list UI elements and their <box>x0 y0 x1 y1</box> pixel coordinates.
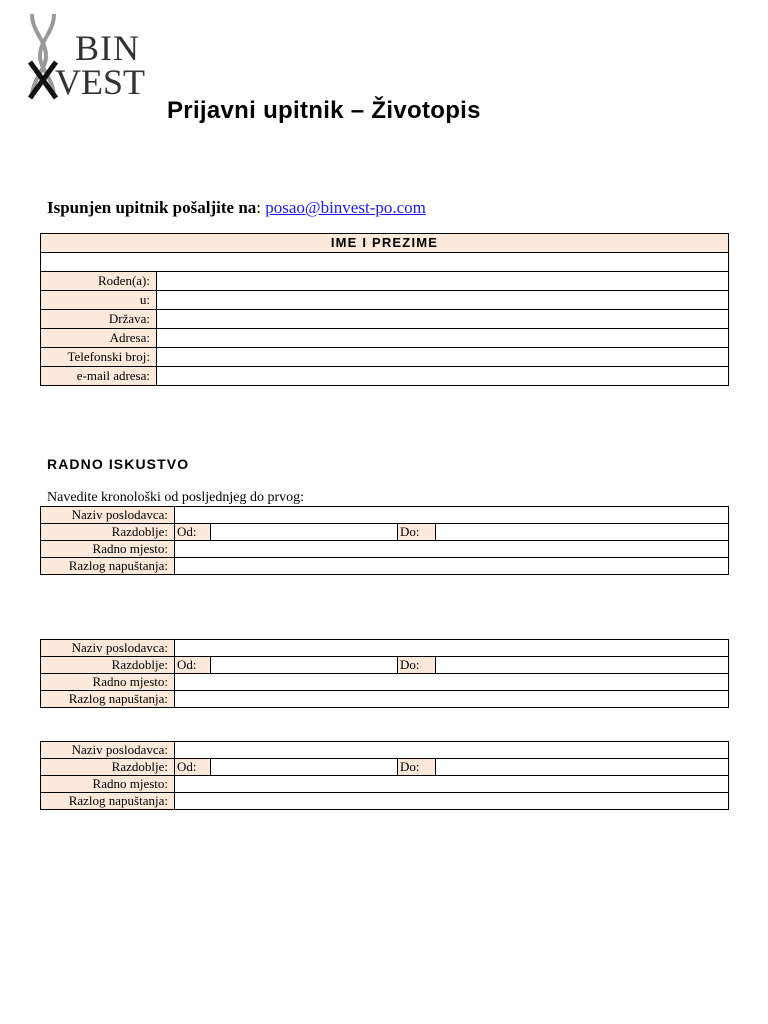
birth-date-field[interactable] <box>157 272 729 291</box>
from-label: Od: <box>175 524 211 541</box>
address-label: Adresa: <box>41 329 157 348</box>
page-title: Prijavni upitnik – Životopis <box>167 97 481 124</box>
reason-label: Razlog napuštanja: <box>41 793 175 810</box>
birth-place-field[interactable] <box>157 291 729 310</box>
to-label: Do: <box>398 524 436 541</box>
birth-place-label: u: <box>41 291 157 310</box>
section-title-experience: RADNO ISKUSTVO <box>47 456 190 472</box>
from-label: Od: <box>175 759 211 776</box>
period-label: Razdoblje: <box>41 657 175 674</box>
to-field[interactable] <box>436 759 729 776</box>
reason-label: Razlog napuštanja: <box>41 558 175 575</box>
from-field[interactable] <box>211 759 398 776</box>
position-label: Radno mjesto: <box>41 674 175 691</box>
reason-field[interactable] <box>175 691 729 708</box>
to-label: Do: <box>398 657 436 674</box>
email-label: e-mail adresa: <box>41 367 157 386</box>
employer-label: Naziv poslodavca: <box>41 742 175 759</box>
employer-field[interactable] <box>175 640 729 657</box>
personal-info-table <box>40 233 729 386</box>
to-label: Do: <box>398 759 436 776</box>
send-instruction <box>47 198 426 218</box>
reason-field[interactable] <box>175 793 729 810</box>
period-label: Razdoblje: <box>41 524 175 541</box>
send-label: Ispunjen upitnik pošaljite na <box>47 198 257 217</box>
address-field[interactable] <box>157 329 729 348</box>
experience-note: Navedite kronološki od posljednjeg do prvog: <box>47 490 305 505</box>
birth-date-label: Rođen(a): <box>41 272 157 291</box>
position-label: Radno mjesto: <box>41 776 175 793</box>
position-label: Radno mjesto: <box>41 541 175 558</box>
position-field[interactable] <box>175 674 729 691</box>
from-label: Od: <box>175 657 211 674</box>
position-field[interactable] <box>175 776 729 793</box>
to-field[interactable] <box>436 524 729 541</box>
reason-label: Razlog napuštanja: <box>41 691 175 708</box>
logo-text-bin: BIN <box>75 28 140 68</box>
period-label: Razdoblje: <box>41 759 175 776</box>
phone-label: Telefonski broj: <box>41 348 157 367</box>
company-logo <box>26 12 166 102</box>
employer-field[interactable] <box>175 742 729 759</box>
position-field[interactable] <box>175 541 729 558</box>
email-link[interactable]: posao@binvest-po.com <box>265 198 426 217</box>
job-entry-table <box>40 639 729 708</box>
name-header: IME I PREZIME <box>41 234 729 253</box>
employer-label: Naziv poslodavca: <box>41 640 175 657</box>
send-colon: : <box>256 198 266 217</box>
full-name-field[interactable] <box>41 253 729 272</box>
logo-text-vest: VEST <box>55 62 145 102</box>
email-field[interactable] <box>157 367 729 386</box>
country-field[interactable] <box>157 310 729 329</box>
job-entry-table <box>40 741 729 810</box>
to-field[interactable] <box>436 657 729 674</box>
reason-field[interactable] <box>175 558 729 575</box>
phone-field[interactable] <box>157 348 729 367</box>
from-field[interactable] <box>211 524 398 541</box>
employer-label: Naziv poslodavca: <box>41 507 175 524</box>
country-label: Država: <box>41 310 157 329</box>
from-field[interactable] <box>211 657 398 674</box>
job-entry-table <box>40 506 729 575</box>
employer-field[interactable] <box>175 507 729 524</box>
